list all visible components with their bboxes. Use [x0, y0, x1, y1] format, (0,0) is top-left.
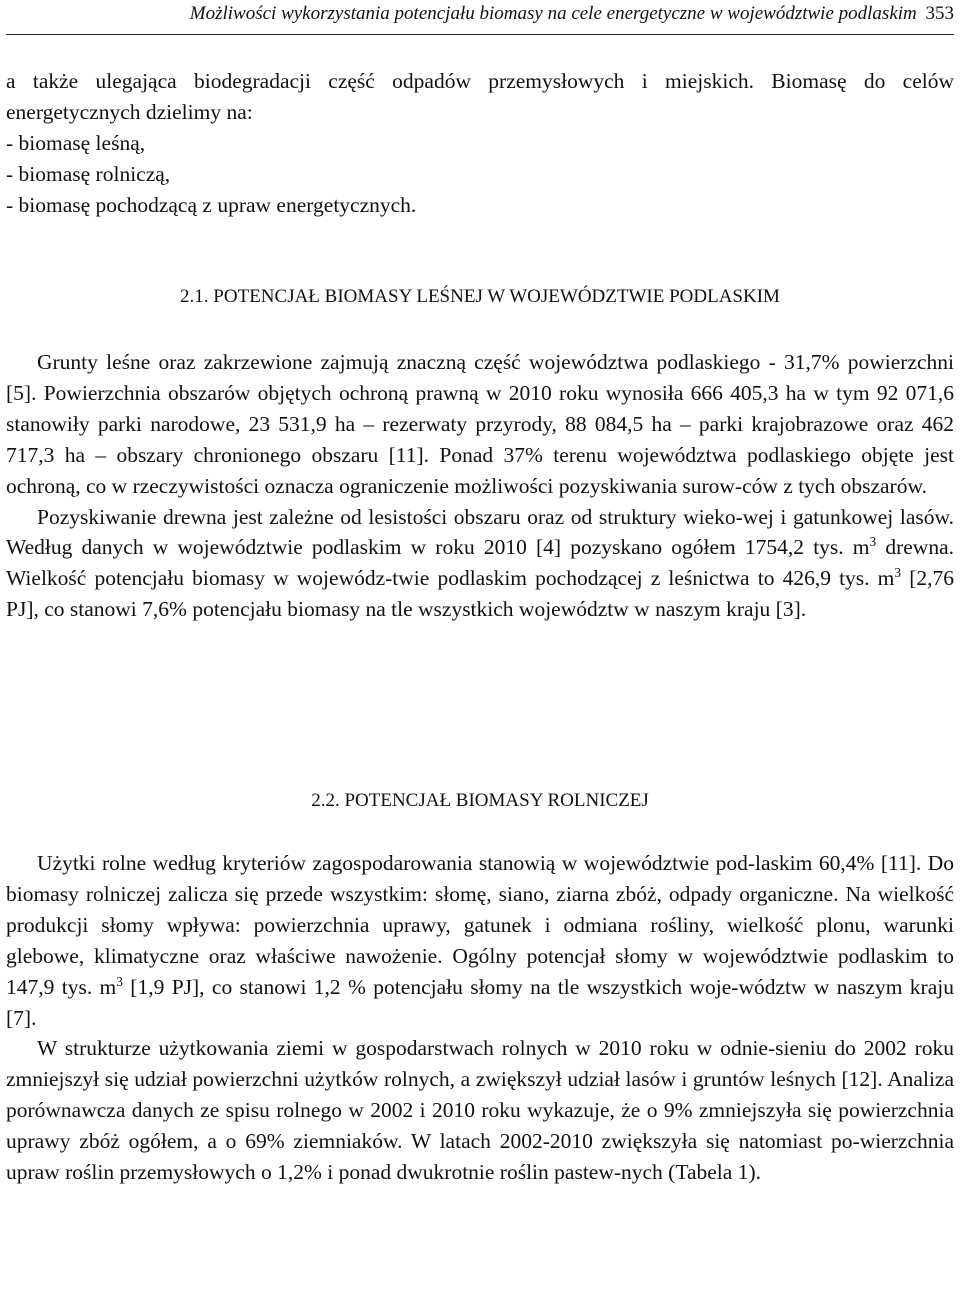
agri-text-1: Użytki rolne według kryteriów zagospodarowania stanowią w województwie pod-laskim 60,4% [11]. Do biomasy rolniczej zalicza się przede wszystkim: słomę, siano, ziarna zbóż, odpady organiczne. Na wielkość produkcji słomy wpływa: powierzchnia uprawy, gatunek i odmiana rośliny, wielkość plonu, warunki glebowe, klimatyczne oraz właściwe nawożenie. Ogólny potencjał słomy w województwie podlaskim to 147,9 tys. m: [6, 851, 954, 999]
wood-harvest-text-1: Pozyskiwanie drewna jest zależne od lesistości obszaru oraz od struktury wieko-wej i gatunkowej lasów. Według danych w województwie podlaskim w roku 2010 [4] pozyskano ogółem 1754,2 tys. m: [6, 504, 954, 560]
paragraph-land-use-structure: W strukturze użytkowania ziemi w gospodarstwach rolnych w 2010 roku w odnie-sieniu do 2002 roku zmniejszył się udział powierzchni użytków rolnych, a zwiększył udział lasów i gruntów leśnych [12]. Analiza porównawcza danych ze spisu rolnego w 2002 i 2010 roku wykazuje, że o 9% zmniejszyła się powierzchnia uprawy zbóż ogółem, a o 69% ziemniaków. W latach 2002-2010 zwiększyła się natomiast po-wierzchnia upraw roślin przemysłowych o 1,2% i ponad dwukrotnie roślin pastew-nych (Tabela 1).: [6, 1036, 954, 1185]
paragraph-wood-harvest: [6, 502, 954, 626]
list-item-energy-crops: - biomasę pochodzącą z upraw energetycznych.: [6, 192, 417, 217]
section-heading-forest-biomass: 2.1. POTENCJAŁ BIOMASY LEŚNEJ W WOJEWÓDZTWIE PODLASKIM: [180, 286, 780, 307]
running-header: [6, 2, 954, 26]
wood-harvest-text-2: drewna. Wielkość potencjału biomasy w wojewódz-twie podlaskim pochodzącej z leśnictwa to 426,9 tys. m: [6, 535, 954, 591]
agri-text-2: [1,9 PJ], co stanowi 1,2 % potencjału słomy na tle wszystkich woje-wództw w naszym kraju [7].: [6, 974, 954, 1030]
header-rule: [6, 34, 954, 35]
section-heading-agricultural-biomass: 2.2. POTENCJAŁ BIOMASY ROLNICZEJ: [311, 790, 649, 811]
paragraph-agricultural-land: [6, 848, 954, 1033]
paragraph-protected-areas: Grunty leśne oraz zakrzewione zajmują znaczną część województwa podlaskiego - 31,7% powierzchni [5]. Powierzchnia obszarów objętych ochroną prawną w 2010 roku wynosiła 666 405,3 ha w tym 92 071,6 stanowiły parki narodowe, 23 531,9 ha – rezerwaty przyrody, 88 084,5 ha – parki krajobrazowe oraz 462 717,3 ha – obszary chronionego obszaru [11]. Ponad 37% terenu województwa podlaskiego objęte jest ochroną, co w rzeczywistości oznacza ograniczenie możliwości pozyskiwania surow-ców z tych obszarów.: [6, 350, 954, 498]
section-2-1-body: [6, 347, 954, 625]
running-title: Możliwości wykorzystania potencjału biomasy na cele energetyczne w województwie podlaskim: [189, 3, 917, 24]
list-item-agricultural: - biomasę rolniczą,: [6, 161, 171, 186]
section-2-2-body: [6, 848, 954, 1188]
superscript-3: 3: [869, 534, 877, 550]
wood-harvest-text-3: [2,76 PJ], co stanowi 7,6% potencjału biomasy na tle wszystkich województw w naszym kraju [3].: [6, 566, 954, 622]
intro-paragraph: a także ulegająca biodegradacji część odpadów przemysłowych i miejskich. Biomasę do celów energetycznych dzielimy na:: [6, 69, 954, 124]
intro-block: [6, 66, 954, 221]
list-item-forest: - biomasę leśną,: [6, 130, 146, 155]
superscript-3: 3: [116, 973, 123, 989]
page-number: 353: [925, 3, 954, 24]
superscript-3: 3: [894, 565, 902, 581]
